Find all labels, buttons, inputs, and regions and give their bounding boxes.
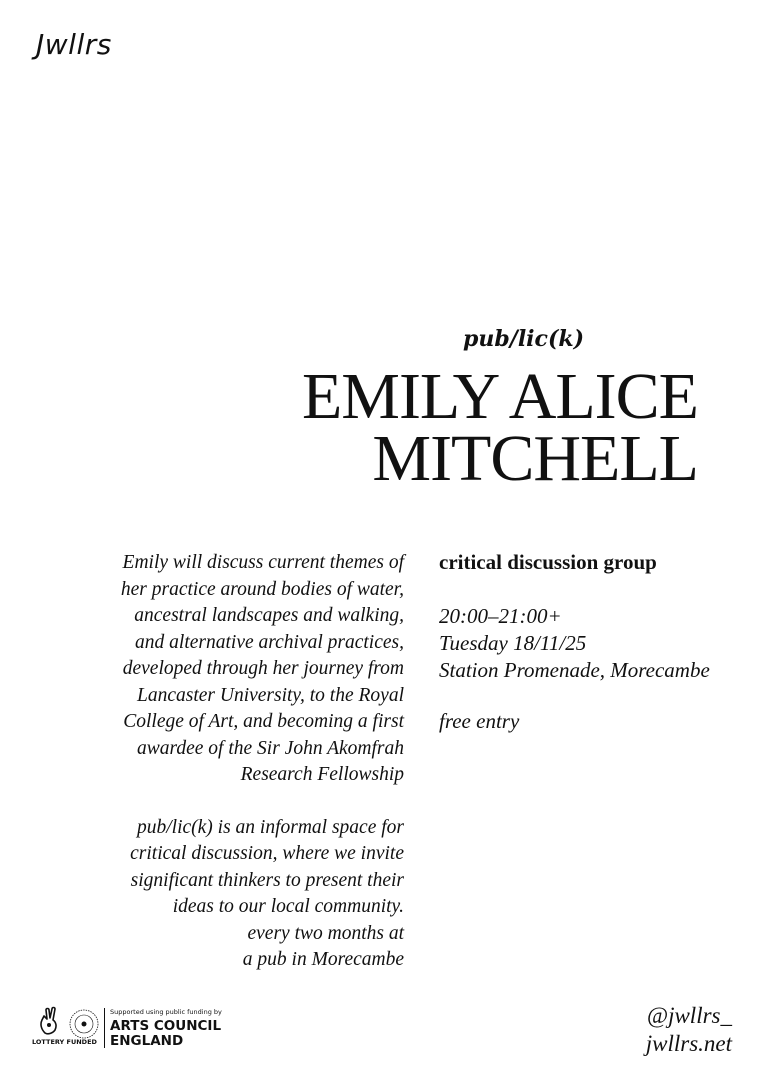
- description-line: Lancaster University, to the Royal: [136, 684, 404, 706]
- logo-divider: [104, 1008, 105, 1048]
- description-line: College of Art, and becoming a first: [123, 711, 404, 732]
- event-details: [439, 550, 749, 735]
- description-line: developed through her journey from: [122, 658, 404, 679]
- lottery-funded-label: LOTTERY FUNDED: [32, 1038, 97, 1046]
- arts-council-name-line: ARTS COUNCIL: [110, 1018, 222, 1034]
- speaker-name-line-2: MITCHELL: [372, 422, 698, 495]
- description-line: and alternative archival practices,: [135, 631, 404, 653]
- speaker-name: [301, 360, 698, 495]
- event-venue: Station Promenade, Morecambe: [439, 658, 710, 682]
- event-time: 20:00–21:00+: [439, 604, 562, 628]
- event-entry: free entry: [439, 709, 520, 733]
- funder-logos: [30, 1006, 230, 1056]
- ace-supported-text: Supported using public funding by: [110, 1008, 222, 1016]
- social-handle-link[interactable]: @jwllrs_: [646, 1003, 732, 1028]
- series-title: pub/lic(k): [463, 326, 584, 352]
- about-line: a pub in Morecambe: [242, 949, 404, 970]
- speaker-name-line-1: EMILY ALICE: [301, 360, 698, 433]
- about-line: ideas to our local community.: [172, 896, 404, 917]
- brand-logo: Jwllrs: [36, 28, 112, 61]
- arts-council-seal-icon: [68, 1008, 100, 1040]
- about-line: critical discussion, where we invite: [130, 843, 404, 864]
- about-line: pub/lic(k) is an informal space for: [136, 816, 404, 838]
- arts-council-name: [110, 1019, 221, 1049]
- event-type: critical discussion group: [439, 550, 657, 574]
- description-line: her practice around bodies of water,: [120, 578, 404, 600]
- lottery-crossed-fingers-icon: [34, 1006, 64, 1036]
- description-line: ancestral landscapes and walking,: [134, 605, 404, 626]
- description-column: [44, 550, 404, 974]
- description-line: awardee of the Sir John Akomfrah: [136, 737, 404, 759]
- event-date: Tuesday 18/11/25: [439, 631, 587, 655]
- arts-council-name-line: ENGLAND: [110, 1033, 184, 1049]
- description-line: Emily will discuss current themes of: [122, 552, 404, 573]
- about-line: every two months at: [247, 922, 404, 944]
- description-line: Research Fellowship: [240, 764, 404, 785]
- website-link[interactable]: jwllrs.net: [645, 1031, 732, 1056]
- about-line: significant thinkers to present their: [130, 869, 404, 891]
- contact-links: [646, 1002, 732, 1058]
